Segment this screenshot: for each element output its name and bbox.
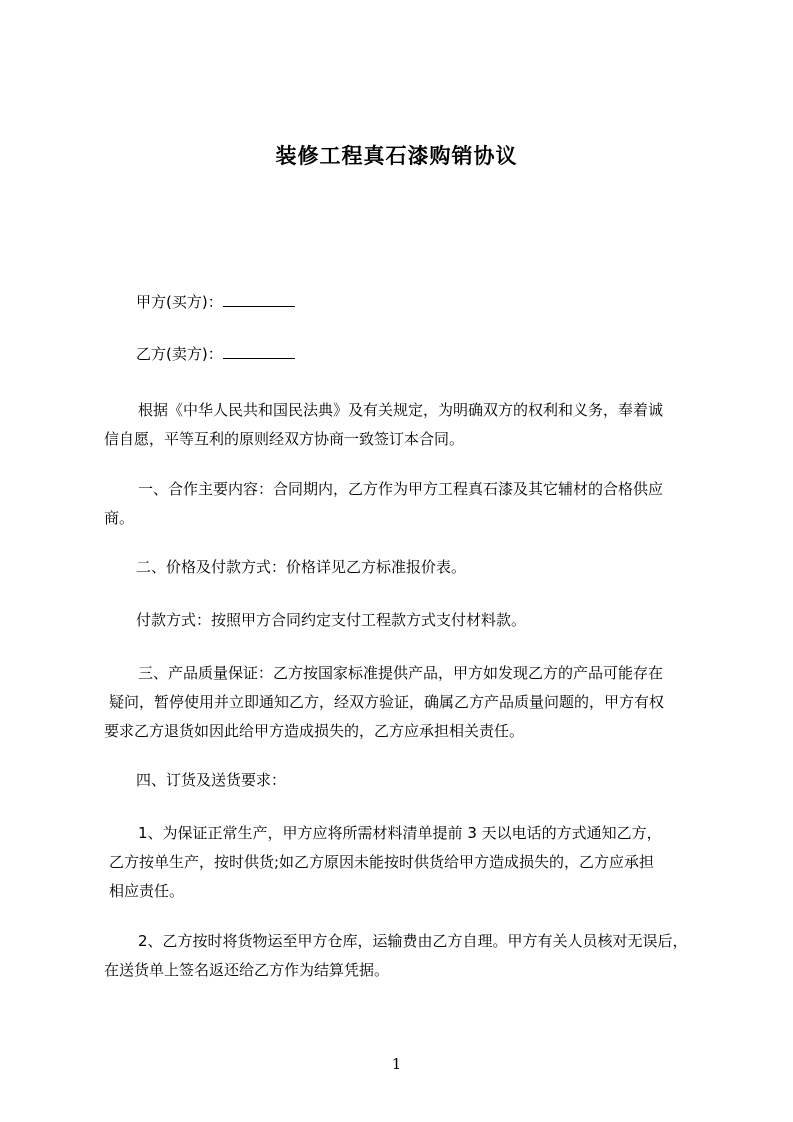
clause-4-2-line: 在送货单上签名返还给乙方作为结算凭据。 <box>104 961 390 979</box>
clause-2-paragraph <box>104 553 704 582</box>
party-a-line <box>104 288 704 317</box>
intro-line: 信自愿，平等互利的原则经双方协商一致签订本合同。 <box>104 430 465 448</box>
page-number: 1 <box>391 1055 402 1073</box>
clause-4-heading-paragraph <box>104 766 704 795</box>
clause-4-2-paragraph <box>104 927 704 985</box>
party-a-blank[interactable] <box>223 289 295 307</box>
clause-1-line: 一、合作主要内容：合同期内，乙方作为甲方工程真石漆及其它辅材的合格供应 <box>138 480 664 498</box>
document-title: 装修工程真石漆购销协议 <box>275 144 518 168</box>
clause-1-paragraph <box>104 475 704 533</box>
clause-4-1-line: 相应责任。 <box>109 882 185 900</box>
clause-4-2-line: 2、乙方按时将货物运至甲方仓库，运输费由乙方自理。甲方有关人员核对无误后， <box>138 932 688 950</box>
clause-3-paragraph <box>104 659 704 746</box>
intro-paragraph <box>104 396 704 454</box>
clause-1-line: 商。 <box>104 509 135 527</box>
payment-method-paragraph <box>104 606 704 635</box>
clause-4-1-line: 乙方按单生产，按时供货;如乙方原因未能按时供货给甲方造成损失的，乙方应承担 <box>109 853 655 871</box>
party-b-line <box>104 340 704 369</box>
clause-4-heading: 四、订货及送货要求： <box>136 771 287 789</box>
clause-3-line: 三、产品质量保证：乙方按国家标准提供产品，甲方如发现乙方的产品可能存在 <box>138 664 664 682</box>
clause-3-line: 要求乙方退货如因此给甲方造成损失的，乙方应承担相关责任。 <box>104 722 525 740</box>
clause-4-1-line: 1、为保证正常生产，甲方应将所需材料清单提前 3 天以电话的方式通知乙方， <box>138 824 662 842</box>
party-b-blank[interactable] <box>223 341 295 359</box>
intro-line: 根据《中华人民共和国民法典》及有关规定，为明确双方的权利和义务，奉着诚 <box>138 401 664 419</box>
payment-method-line: 付款方式：按照甲方合同约定支付工程款方式支付材料款。 <box>136 611 527 629</box>
clause-4-1-paragraph <box>104 819 704 906</box>
clause-2-line: 二、价格及付款方式：价格详见乙方标准报价表。 <box>136 558 467 576</box>
party-a-label: 甲方(买方)： <box>136 293 223 311</box>
party-b-label: 乙方(卖方)： <box>136 345 223 363</box>
clause-3-line: 疑问，暂停使用并立即通知乙方，经双方验证，确属乙方产品质量问题的，甲方有权 <box>109 693 665 711</box>
